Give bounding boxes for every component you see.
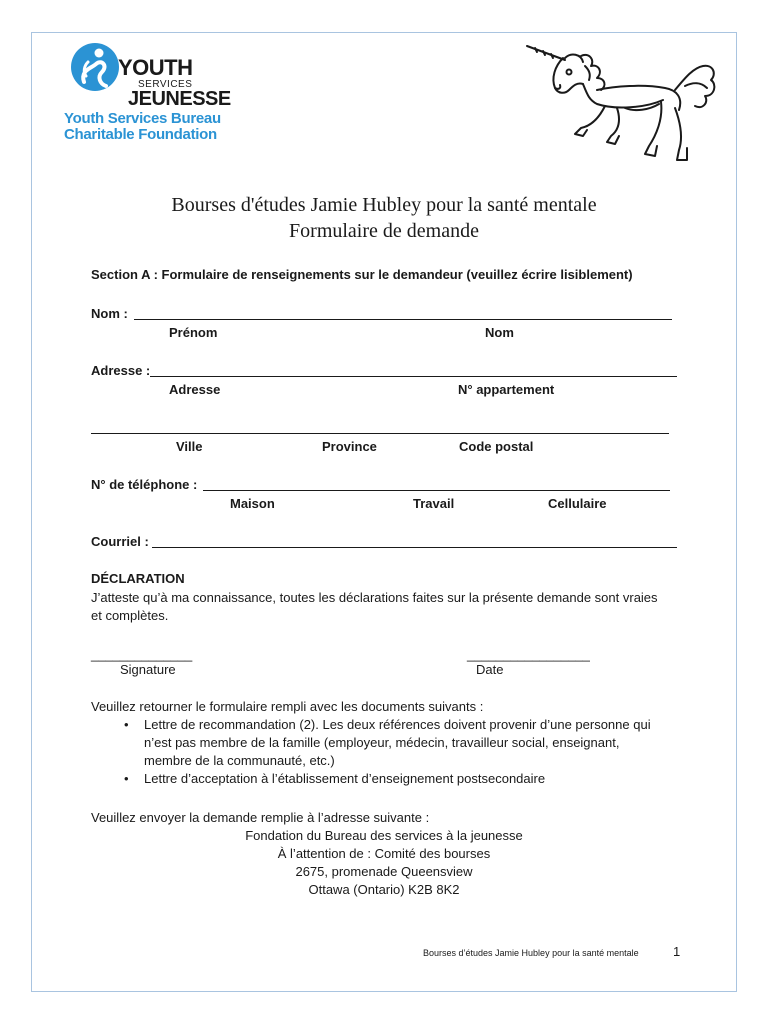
signature-line[interactable]: ______________	[91, 647, 193, 662]
list-item-line: Lettre d’acceptation à l’établissement d’enseignement postsecondaire	[144, 771, 546, 786]
mailing-intro: Veuillez envoyer la demande remplie à l’adresse suivante :	[91, 810, 430, 825]
adresse-input-line[interactable]	[150, 376, 677, 377]
adresse-label: Adresse :	[91, 363, 151, 378]
section-a-heading: Section A : Formulaire de renseignements sur le demandeur (veuillez écrire lisiblement)	[91, 267, 633, 282]
form-title: Bourses d'études Jamie Hubley pour la santé mentale	[171, 194, 597, 216]
nom-sublabel: Nom	[485, 325, 514, 340]
logo-line-1: Youth Services Bureau	[64, 110, 221, 127]
logo-line-2: Charitable Foundation	[64, 126, 217, 143]
youth-services-logo-icon	[70, 42, 120, 92]
code-postal-sublabel: Code postal	[459, 439, 534, 454]
courriel-input-line[interactable]	[152, 547, 677, 548]
list-item	[120, 770, 651, 788]
prenom-sublabel: Prénom	[169, 325, 218, 340]
ville-sublabel: Ville	[176, 439, 203, 454]
declaration-line-2: et complètes.	[91, 608, 169, 623]
return-docs-list	[120, 716, 651, 788]
list-item	[120, 716, 651, 770]
form-subtitle: Formulaire de demande	[289, 220, 479, 242]
province-sublabel: Province	[322, 439, 377, 454]
maison-sublabel: Maison	[230, 496, 275, 511]
logo-services-text: SERVICES	[138, 79, 193, 90]
logo-jeunesse-text: JEUNESSE	[128, 88, 231, 110]
telephone-label: N° de téléphone :	[91, 477, 198, 492]
appartement-sublabel: N° appartement	[458, 382, 555, 397]
telephone-input-line[interactable]	[203, 490, 670, 491]
footer-text: Bourses d’études Jamie Hubley pour la santé mentale	[423, 948, 639, 958]
travail-sublabel: Travail	[413, 496, 455, 511]
courriel-label: Courriel :	[91, 534, 149, 549]
declaration-line-1: J’atteste qu’à ma connaissance, toutes les déclarations faites sur la présente demande sont vraies	[91, 590, 658, 605]
cellulaire-sublabel: Cellulaire	[548, 496, 607, 511]
list-item-line: membre de la communauté, etc.)	[144, 753, 335, 768]
signature-label: Signature	[120, 662, 176, 677]
return-docs-intro: Veuillez retourner le formulaire rempli avec les documents suivants :	[91, 699, 484, 714]
nom-label: Nom :	[91, 306, 128, 321]
page-number: 1	[673, 944, 681, 959]
list-item-line: Lettre de recommandation (2). Les deux références doivent provenir d’une personne qui	[144, 717, 651, 732]
date-line[interactable]: _________________	[467, 647, 590, 662]
mailing-line-3: 2675, promenade Queensview	[295, 864, 473, 879]
mailing-line-1: Fondation du Bureau des services à la jeunesse	[245, 828, 523, 843]
mailing-line-2: À l’attention de : Comité des bourses	[277, 846, 491, 861]
logo-youth-text: YOUTH	[118, 55, 193, 80]
date-label: Date	[476, 662, 504, 677]
nom-input-line[interactable]	[134, 319, 672, 320]
declaration-heading: DÉCLARATION	[91, 571, 185, 586]
ville-input-line[interactable]	[91, 433, 669, 434]
unicorn-illustration-icon	[525, 38, 720, 168]
mailing-line-4: Ottawa (Ontario) K2B 8K2	[308, 882, 460, 897]
adresse-sublabel: Adresse	[169, 382, 221, 397]
list-item-line: n’est pas membre de la famille (employeur, médecin, travailleur social, enseignant,	[144, 735, 620, 750]
